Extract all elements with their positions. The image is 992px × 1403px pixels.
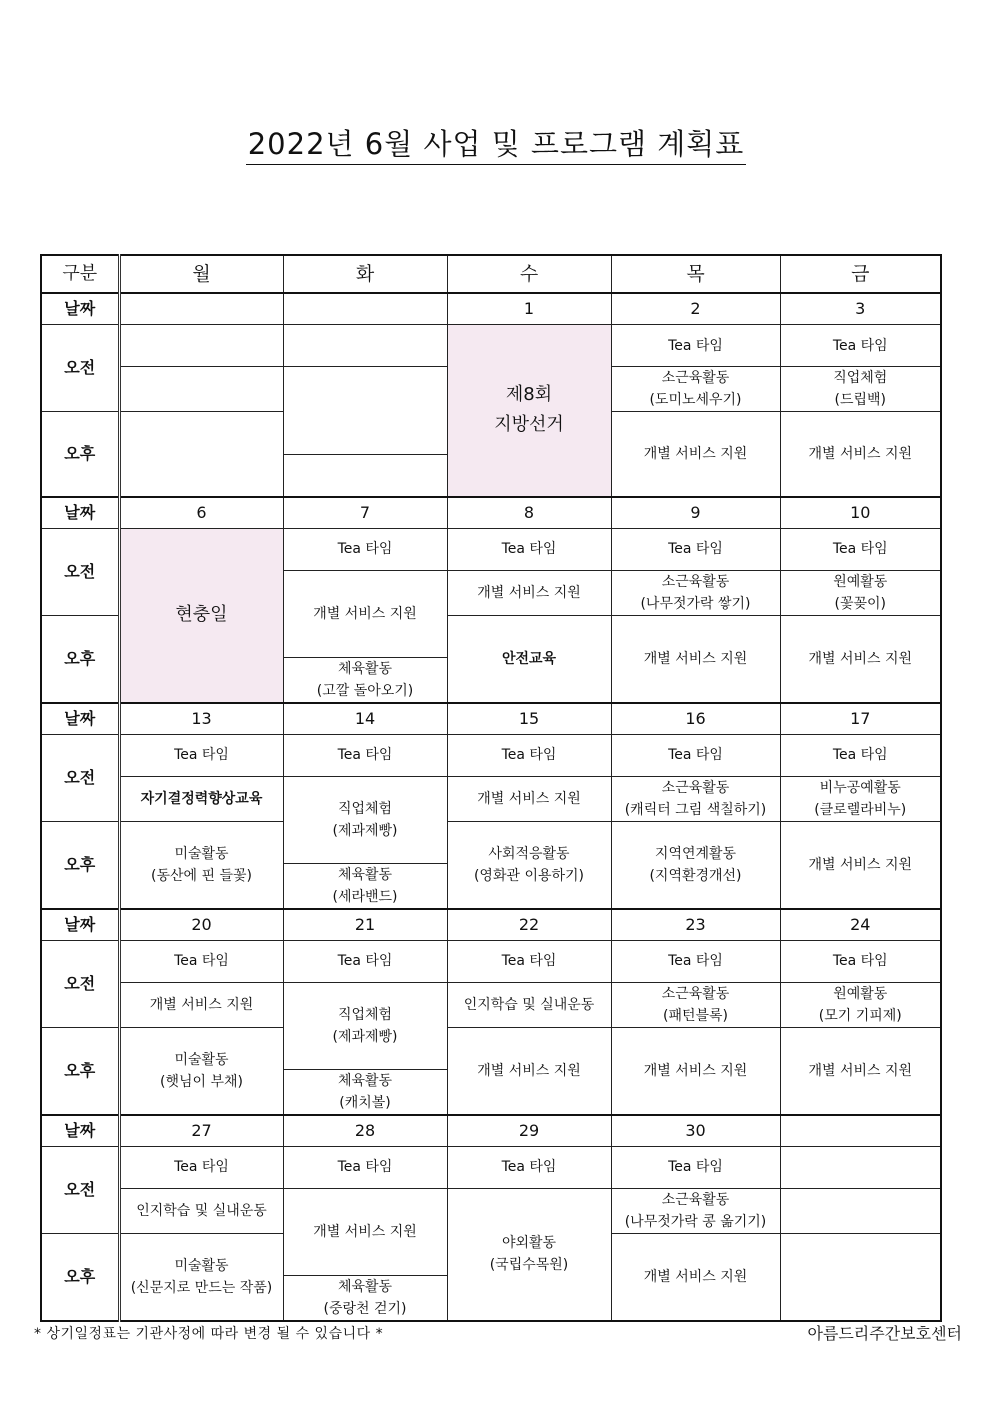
activity-detail: (중랑천 걷기) [323,1300,407,1317]
activity-detail: (드립백) [834,392,886,408]
activity-detail: (지역환경개선) [649,867,742,884]
activity-cell: 개별 서비스 지원 [119,982,283,1027]
am-label: 오전 [41,528,119,615]
day-tue: 화 [283,255,447,293]
empty-cell [780,1146,941,1188]
activity-title: 직업체험 [337,1006,393,1023]
empty-cell [119,412,283,497]
date-cell: 21 [283,909,447,941]
activity-title: 직업체험 [833,370,888,386]
activity-cell [119,1233,283,1321]
date-cell: 30 [611,1115,780,1147]
activity-cell: 인지학습 및 실내운동 [447,982,611,1027]
activity-cell: Tea 타임 [780,325,941,367]
activity-cell: Tea 타임 [611,940,780,982]
am-label: 오전 [41,325,119,412]
activity-cell: 개별 서비스 지원 [780,1027,941,1115]
week3-date-row [41,703,941,735]
date-cell: 8 [447,497,611,529]
activity-cell [611,776,780,821]
activity-title: 미술활동 [174,845,229,862]
activity-cell [611,982,780,1027]
date-cell: 16 [611,703,780,735]
pm-label: 오후 [41,412,119,497]
activity-title: 소근육활동 [661,370,730,386]
activity-detail: (모기 기피제) [818,1007,902,1024]
activity-detail: (국립수목원) [489,1257,569,1273]
pm-label: 오후 [41,821,119,909]
day-wed: 수 [447,255,611,293]
date-cell [780,1115,941,1147]
empty-cell [119,325,283,367]
activity-cell [780,776,941,821]
activity-detail: (패턴블록) [662,1007,729,1024]
activity-cell: 개별 서비스 지원 [447,570,611,615]
empty-cell [780,1188,941,1233]
activity-title: 소근육활동 [661,573,730,590]
empty-cell [283,367,447,455]
date-cell [283,293,447,325]
holiday-line: 지방선거 [494,414,564,436]
activity-detail: (제과제빵) [332,1028,398,1045]
activity-detail: (동산에 핀 들꽃) [151,867,252,884]
header-row [41,255,941,293]
activity-cell: Tea 타임 [447,1146,611,1188]
activity-cell: 자기결정력향상교육 [119,776,283,821]
activity-title: 사회적응활동 [488,845,570,862]
page-title-wrap [0,126,992,165]
holiday-cell: 현충일 [119,528,283,703]
activity-cell: Tea 타임 [611,1146,780,1188]
pm-label: 오후 [41,615,119,703]
activity-cell: Tea 타임 [780,940,941,982]
activity-detail: (세라밴드) [332,888,398,905]
activity-cell: 개별 서비스 지원 [283,1188,447,1275]
day-thu: 목 [611,255,780,293]
activity-title: 체육활동 [337,660,393,677]
activity-cell [283,1069,447,1115]
date-cell: 6 [119,497,283,529]
activity-cell: 안전교육 [447,615,611,703]
activity-title: 체육활동 [337,866,393,883]
activity-detail: (나무젓가락 쌓기) [640,595,751,612]
empty-cell [780,1233,941,1321]
activity-title: 미술활동 [174,1257,229,1274]
holiday-cell [447,325,611,497]
activity-cell: 개별 서비스 지원 [780,615,941,703]
pm-label: 오후 [41,1233,119,1321]
activity-cell [611,367,780,412]
activity-title: 소근육활동 [661,1191,730,1208]
activity-cell: Tea 타임 [611,528,780,570]
activity-cell: Tea 타임 [283,734,447,776]
activity-cell: 개별 서비스 지원 [611,1233,780,1321]
activity-detail: (영화관 이용하기) [473,867,585,884]
activity-cell: 개별 서비스 지원 [611,1027,780,1115]
activity-cell: 개별 서비스 지원 [283,570,447,657]
activity-cell [119,1027,283,1115]
activity-detail: (고깔 돌아오기) [316,682,414,699]
week1-date-row [41,293,941,325]
activity-cell [119,821,283,909]
week4-date-row [41,909,941,941]
activity-cell [283,657,447,703]
activity-cell [447,1188,611,1321]
date-cell: 14 [283,703,447,735]
date-label: 날짜 [41,909,119,941]
am-label: 오전 [41,1146,119,1233]
activity-cell: Tea 타임 [447,940,611,982]
date-cell: 22 [447,909,611,941]
activity-cell: 개별 서비스 지원 [780,821,941,909]
activity-cell [447,821,611,909]
date-cell: 3 [780,293,941,325]
activity-detail: (도미노세우기) [649,392,742,408]
activity-cell: Tea 타임 [447,734,611,776]
activity-detail: (햇님이 부채) [160,1073,243,1090]
holiday-line: 제8회 [505,384,553,406]
date-cell: 20 [119,909,283,941]
pm-label: 오후 [41,1027,119,1115]
activity-cell: Tea 타임 [119,734,283,776]
activity-detail: (꽃꽂이) [834,595,886,612]
activity-cell: 개별 서비스 지원 [447,1027,611,1115]
activity-cell: Tea 타임 [119,940,283,982]
footer-note: * 상기일정표는 기관사정에 따라 변경 될 수 있습니다 * [34,1326,384,1342]
activity-title: 체육활동 [337,1278,393,1295]
activity-detail: (캐치볼) [339,1094,391,1111]
am-label: 오전 [41,734,119,821]
date-cell: 1 [447,293,611,325]
date-cell: 17 [780,703,941,735]
date-cell: 24 [780,909,941,941]
activity-cell: 개별 서비스 지원 [780,412,941,497]
activity-cell [611,821,780,909]
empty-cell [283,455,447,497]
center-name: 아름드리주간보호센터 [807,1324,962,1343]
day-mon: 월 [119,255,283,293]
activity-title: 지역연계활동 [654,845,737,862]
empty-cell [119,367,283,412]
week2-date-row [41,497,941,529]
activity-title: 소근육활동 [661,985,730,1002]
activity-title: 비누공예활동 [819,779,901,796]
activity-title: 원예활동 [833,985,888,1002]
activity-cell: Tea 타임 [780,528,941,570]
date-cell: 28 [283,1115,447,1147]
activity-detail: (캐릭터 그림 색칠하기) [624,801,767,818]
activity-cell: Tea 타임 [283,940,447,982]
am-label: 오전 [41,940,119,1027]
activity-cell: 개별 서비스 지원 [447,776,611,821]
activity-detail: (제과제빵) [332,822,398,839]
date-cell: 7 [283,497,447,529]
activity-cell [611,1188,780,1233]
activity-detail: (클로렐라비누) [814,801,907,818]
activity-title: 직업체험 [337,800,393,817]
activity-cell: Tea 타임 [611,734,780,776]
date-cell: 13 [119,703,283,735]
activity-cell: Tea 타임 [780,734,941,776]
date-cell: 23 [611,909,780,941]
day-fri: 금 [780,255,941,293]
activity-cell [780,982,941,1027]
activity-cell: Tea 타임 [447,528,611,570]
activity-title: 야외활동 [501,1235,557,1251]
activity-cell: Tea 타임 [283,1146,447,1188]
date-label: 날짜 [41,497,119,529]
activity-detail: (신문지로 만드는 작품) [130,1279,273,1296]
activity-title: 미술활동 [174,1051,229,1068]
activity-cell: 인지학습 및 실내운동 [119,1188,283,1233]
activity-cell [780,367,941,412]
activity-cell [283,776,447,863]
page-title: 2022년 6월 사업 및 프로그램 계획표 [246,126,747,165]
activity-title: 체육활동 [337,1072,393,1089]
schedule-table [40,254,942,1322]
activity-cell: Tea 타임 [611,325,780,367]
activity-cell [611,570,780,615]
activity-title: 소근육활동 [661,779,730,796]
activity-title: 원예활동 [833,573,888,590]
activity-cell: 개별 서비스 지원 [611,615,780,703]
date-cell: 2 [611,293,780,325]
date-cell [119,293,283,325]
empty-cell [283,325,447,367]
date-label: 날짜 [41,1115,119,1147]
week5-date-row [41,1115,941,1147]
date-label: 날짜 [41,293,119,325]
activity-cell: 개별 서비스 지원 [611,412,780,497]
activity-cell [283,863,447,909]
date-cell: 27 [119,1115,283,1147]
activity-detail: (나무젓가락 콩 옮기기) [624,1213,767,1230]
activity-cell: Tea 타임 [119,1146,283,1188]
date-cell: 10 [780,497,941,529]
date-cell: 15 [447,703,611,735]
date-cell: 29 [447,1115,611,1147]
header-label: 구분 [41,255,119,293]
date-label: 날짜 [41,703,119,735]
activity-cell [283,982,447,1069]
date-cell: 9 [611,497,780,529]
activity-cell [780,570,941,615]
activity-cell: Tea 타임 [283,528,447,570]
activity-cell [283,1275,447,1321]
